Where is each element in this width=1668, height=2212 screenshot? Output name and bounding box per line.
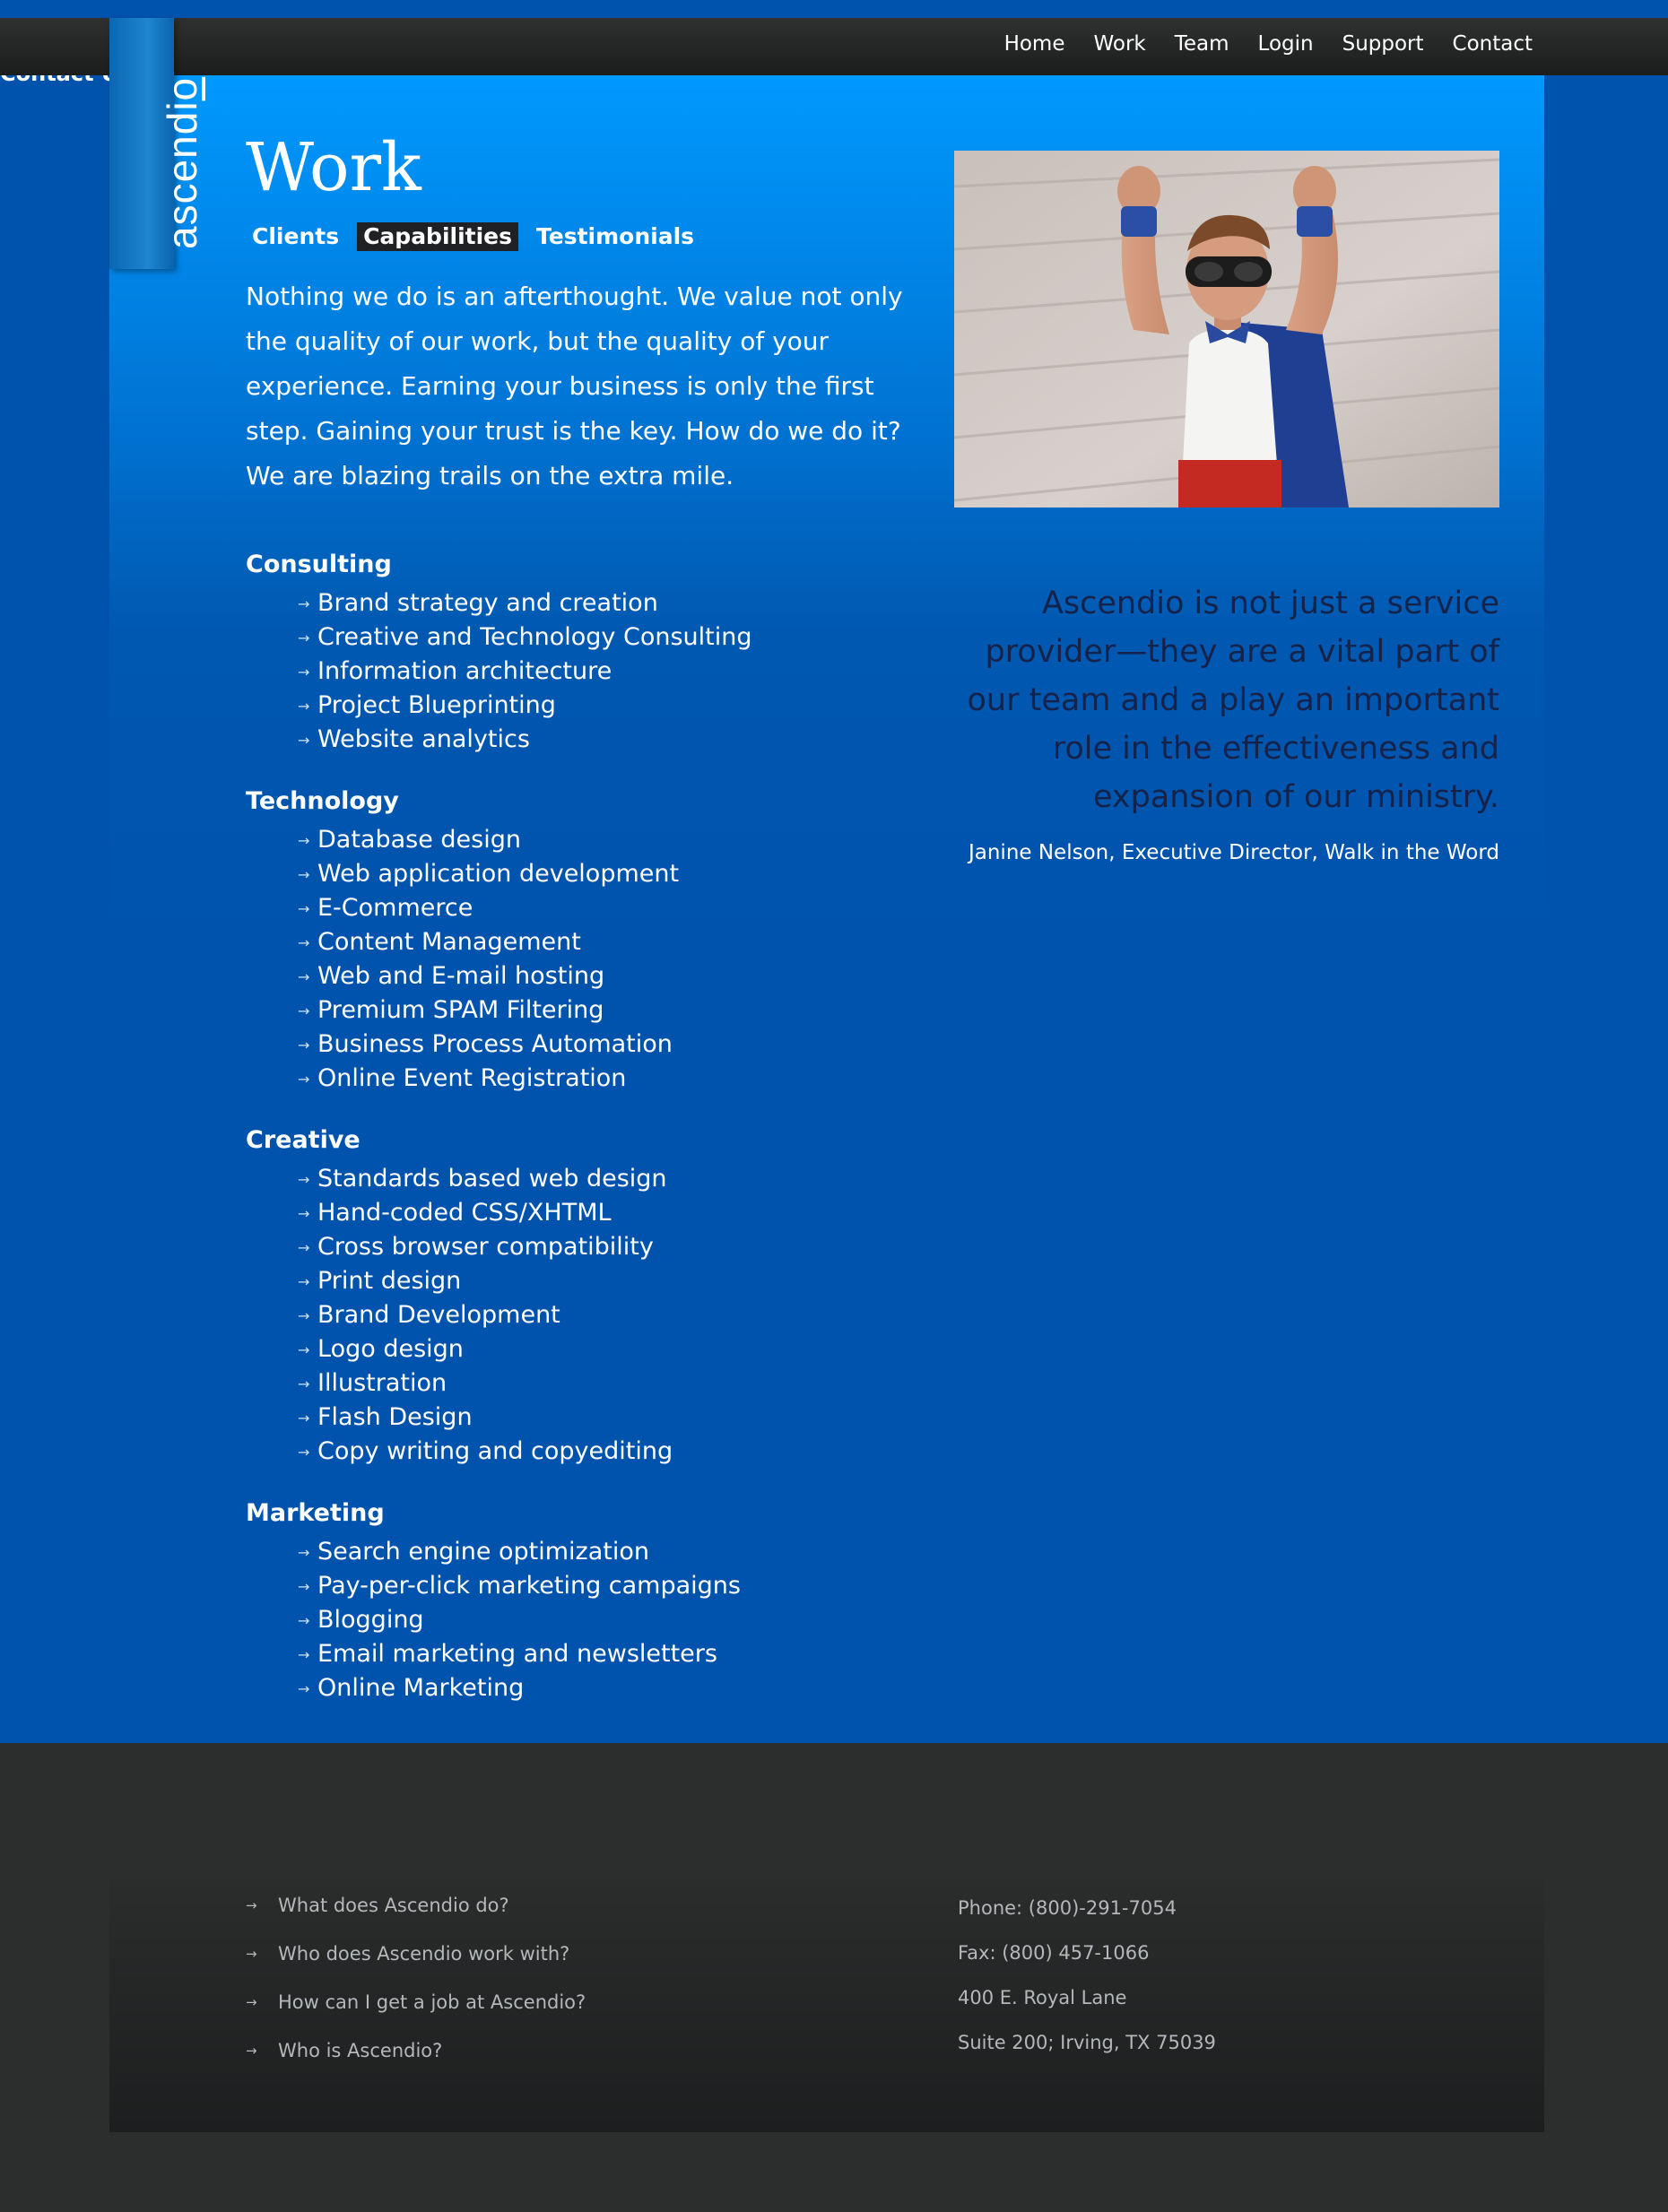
tab-capabilities[interactable]: Capabilities [357,222,518,251]
contact-phone: Phone: (800)-291-7054 [958,1896,1177,1919]
arrow-right-icon: → [298,629,310,646]
list-item: → Flash Design [298,1401,909,1435]
main-nav [1004,18,1533,70]
contact-list [958,1886,1216,2065]
list-item: → Information architecture [298,655,909,689]
arrow-right-icon: → [298,1170,310,1188]
arrow-right-icon: → [298,1577,310,1595]
work-subnav [246,222,712,251]
list-item: → E-Commerce [298,891,909,925]
arrow-right-icon: → [298,1611,310,1629]
arrow-right-icon: → [298,865,310,883]
arrow-right-icon: → [298,594,310,612]
section-heading-consulting: Consulting [246,550,392,578]
contact-fax: Fax: (800) 457-1066 [958,1941,1150,1964]
testimonial-author: Janine Nelson, Executive Director, Walk in the Word [968,840,1499,864]
arrow-right-icon: → [298,933,310,951]
list-item: → Brand strategy and creation [298,586,909,620]
nav-home[interactable]: Home [1003,31,1065,56]
nav-team[interactable]: Team [1174,31,1229,56]
list-item: → Project Blueprinting [298,689,909,723]
creative-list [246,1162,909,1469]
list-item: → Web application development [298,857,909,891]
nav-support[interactable]: Support [1342,31,1424,56]
consulting-list [246,586,909,757]
list-item: → Brand Development [298,1298,909,1332]
arrow-right-icon: → [298,1272,310,1290]
faq-list [246,1881,586,2075]
list-item: → Creative and Technology Consulting [298,620,909,655]
arrow-right-icon: → [298,1443,310,1461]
list-item: → Database design [298,823,909,857]
arrow-right-icon: → [298,1409,310,1427]
arrow-right-icon: → [298,697,310,715]
arrow-right-icon: → [298,831,310,849]
arrow-right-icon: → [298,1238,310,1256]
list-item: → Website analytics [298,723,909,757]
list-item: → Content Management [298,925,909,959]
list-item: → Hand-coded CSS/XHTML [298,1196,909,1230]
list-item: → Business Process Automation [298,1028,909,1062]
top-bar [0,18,1668,75]
list-item: → Blogging [298,1603,909,1637]
nav-work[interactable]: Work [1093,31,1146,56]
arrow-right-icon: → [298,1375,310,1392]
list-item: → Pay-per-click marketing campaigns [298,1569,909,1603]
arrow-right-icon: → [298,663,310,681]
list-item: → Cross browser compatibility [298,1230,909,1264]
faq-link[interactable]: → Who does Ascendio work with? [246,1930,586,1978]
list-item: → Email marketing and newsletters [298,1637,909,1671]
faq-link[interactable]: → What does Ascendio do? [246,1881,586,1930]
ascendio-logo[interactable] [109,18,205,269]
arrow-right-icon: → [246,2042,257,2059]
marketing-list [246,1535,909,1705]
arrow-right-icon: → [298,1036,310,1054]
page-title: Work [246,128,421,206]
list-item: → Search engine optimization [298,1535,909,1569]
arrow-right-icon: → [298,1679,310,1697]
arrow-right-icon: → [246,1896,257,1913]
contact-address-line1: 400 E. Royal Lane [958,1986,1127,2008]
arrow-right-icon: → [298,1306,310,1324]
capabilities-list [246,543,909,1729]
arrow-right-icon: → [298,1070,310,1088]
logo-wordmark: ascendio [159,76,205,249]
arrow-right-icon: → [298,1645,310,1663]
list-item: → Illustration [298,1366,909,1401]
section-heading-creative: Creative [246,1125,361,1154]
list-item: → Print design [298,1264,909,1298]
list-item: → Online Marketing [298,1671,909,1705]
list-item: → Web and E-mail hosting [298,959,909,993]
superhero-kid-image [954,151,1499,507]
nav-login[interactable]: Login [1257,31,1314,56]
arrow-right-icon: → [298,967,310,985]
arrow-right-icon: → [298,899,310,917]
tab-clients[interactable]: Clients [252,222,340,249]
list-item: → Standards based web design [298,1162,909,1196]
section-heading-marketing: Marketing [246,1498,385,1527]
faq-link[interactable]: → How can I get a job at Ascendio? [246,1978,586,2026]
contact-address-line2: Suite 200; Irving, TX 75039 [958,2031,1216,2053]
tab-testimonials[interactable]: Testimonials [536,222,695,249]
intro-text: Nothing we do is an afterthought. We value not only the quality of our work, but the quality of your experience. Earning your business is only the first step. Gaining your trust is the key. How do we do it? We are blazing trails on the extra mile. [246,281,903,490]
arrow-right-icon: → [246,1993,257,2010]
list-item: → Online Event Registration [298,1062,909,1096]
section-heading-technology: Technology [246,786,399,815]
list-item: → Logo design [298,1332,909,1366]
list-item: → Copy writing and copyediting [298,1435,909,1469]
nav-contact[interactable]: Contact [1452,31,1533,56]
list-item: → Premium SPAM Filtering [298,993,909,1028]
arrow-right-icon: → [298,731,310,749]
arrow-right-icon: → [298,1002,310,1019]
arrow-right-icon: → [246,1945,257,1962]
arrow-right-icon: → [298,1543,310,1561]
testimonial-quote: Ascendio is not just a service provider—they are a vital part of our team and a play an important role in the effectiveness and expansion of our ministry. [967,585,1499,815]
arrow-right-icon: → [298,1340,310,1358]
arrow-right-icon: → [298,1204,310,1222]
technology-list [246,823,909,1096]
faq-link[interactable]: → Who is Ascendio? [246,2026,586,2075]
